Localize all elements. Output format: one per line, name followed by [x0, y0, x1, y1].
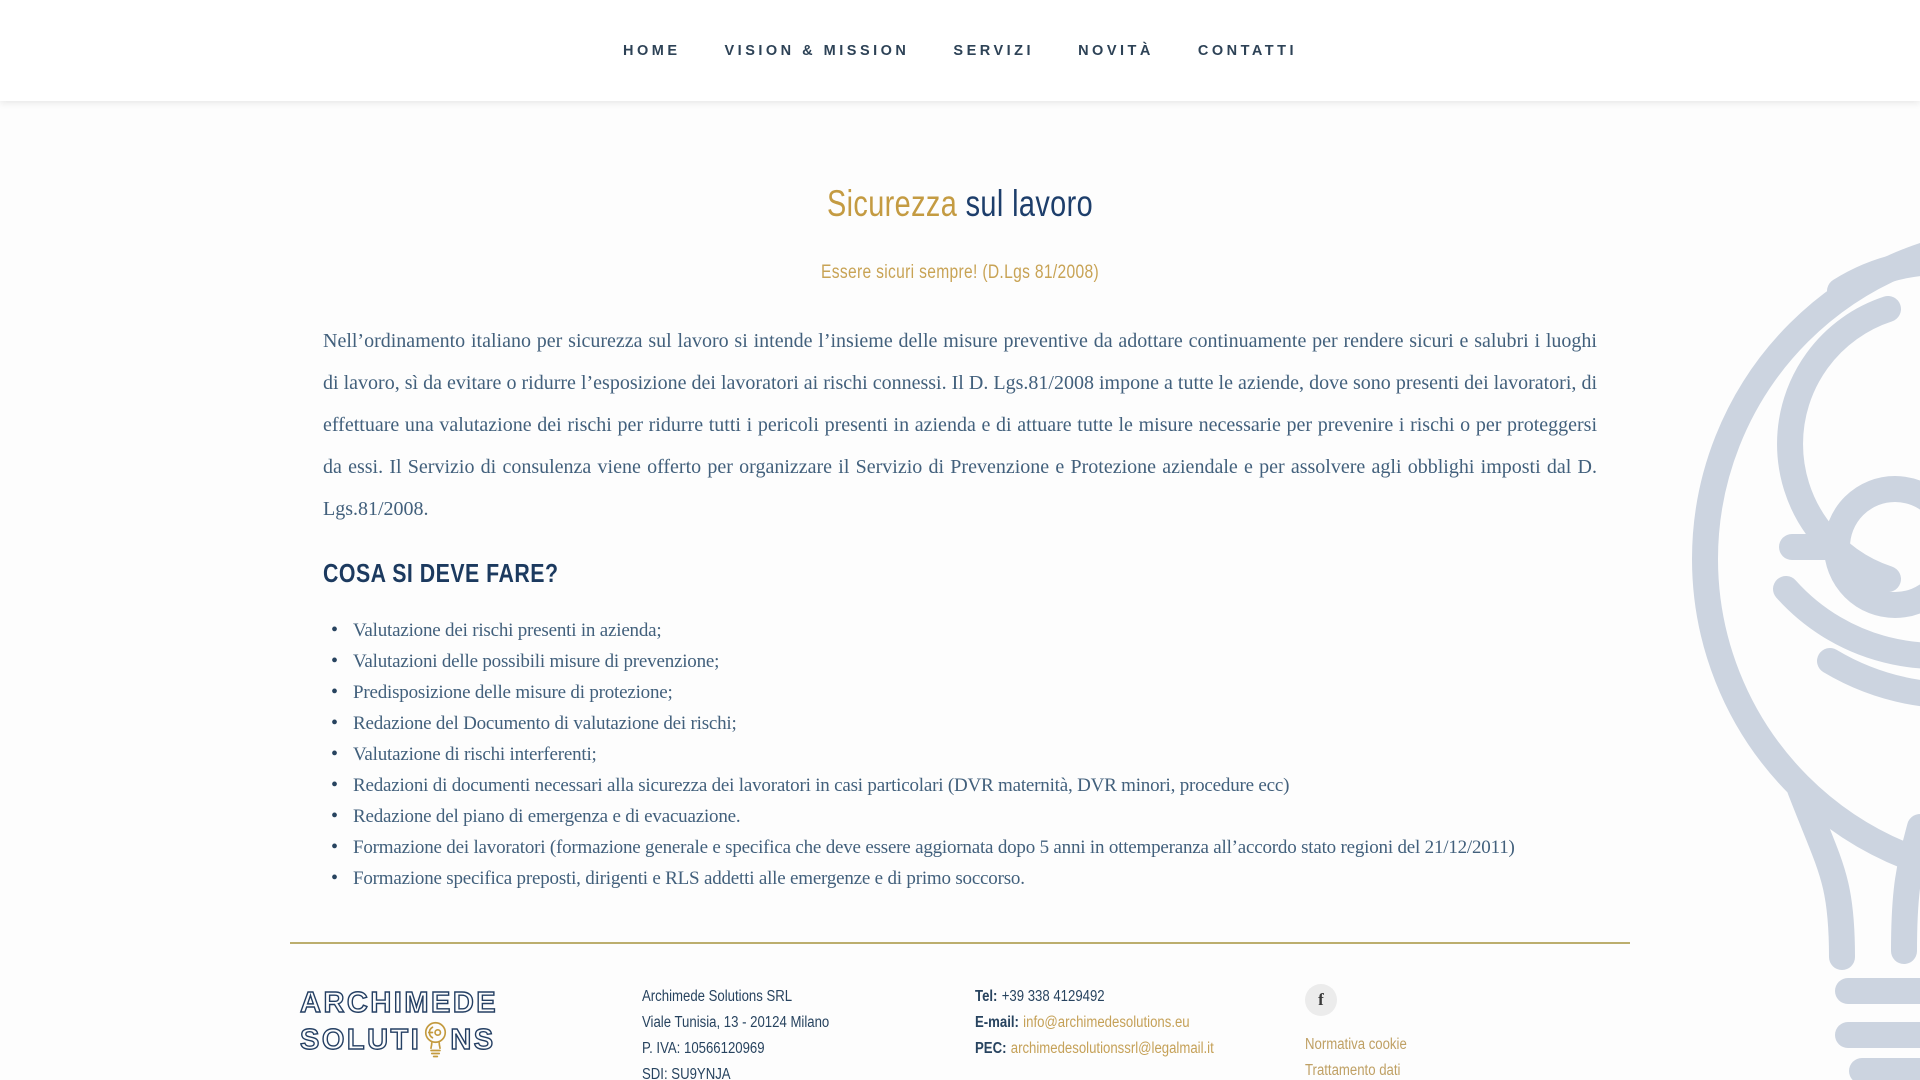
logo-text-line2-pre: SOLUTI: [300, 1024, 422, 1056]
email-label: E-mail:: [975, 1014, 1019, 1031]
page-title: [463, 183, 1457, 225]
page-title-rest: sul lavoro: [957, 183, 1094, 224]
phone-label: Tel:: [975, 988, 998, 1005]
list-item: • Redazione del piano di emergenza e di evacuazione.: [331, 801, 1597, 832]
requirements-list: [323, 615, 1597, 894]
pec-link[interactable]: archimedesolutionssrl@legalmail.it: [1010, 1040, 1214, 1057]
intro-paragraph: Nell’ordinamento italiano per sicurezza sul lavoro si intende l’insieme delle misure preventive da adottare continuamente per rendere sicuri e salubri i luoghi di lavoro, sì da evitare o ridurre l’esposizione dei lavoratori ai rischi connessi. Il D. Lgs.81/2008 impone a tutte le aziende, dove sono presenti dei lavoratori, di effettuare una valutazione dei rischi per ridurre tutti i pericoli presenti in azienda e di attuare tutte le misure necessarie per prevenire i rischi o per proteggersi da essi. Il Servizio di consulenza viene offerto per organizzare il Servizio di Prevenzione e Protezione aziendale e per assolvere agli obblighi imposti dal D. Lgs.81/2008.: [323, 330, 1597, 520]
data-processing-link[interactable]: Trattamento dati: [1305, 1062, 1401, 1079]
page-title-accent: Sicurezza: [826, 183, 958, 224]
company-vat: P. IVA: 10566120969: [642, 1040, 765, 1057]
footer-company-info: [642, 984, 925, 1080]
cookie-policy-link[interactable]: Normativa cookie: [1305, 1036, 1407, 1053]
logo-text-line2-post: NS: [450, 1024, 496, 1056]
footer-social: [1305, 984, 1630, 1080]
company-sdi: SDI: SU9YNJA: [642, 1066, 731, 1080]
list-item: • Redazione del Documento di valutazione dei rischi;: [331, 708, 1597, 739]
contact-email: [975, 1010, 1256, 1036]
section-heading: COSA SI DEVE FARE?: [323, 558, 559, 588]
list-item: • Valutazione dei rischi presenti in azienda;: [331, 615, 1597, 646]
phone-value: +39 338 4129492: [1001, 988, 1105, 1005]
company-address: Viale Tunisia, 13 - 20124 Milano: [642, 1014, 830, 1031]
list-item: • Formazione dei lavoratori (formazione generale e specifica che deve essere aggiornata dopo 5 anni in ottemperanza all’accordo stato regioni del 21/12/2011): [331, 832, 1597, 863]
facebook-glyph: f: [1318, 990, 1324, 1009]
pec-label: PEC:: [975, 1040, 1007, 1057]
list-item: • Predisposizione delle misure di protezione;: [331, 677, 1597, 708]
company-name: Archimede Solutions SRL: [642, 988, 793, 1005]
nav-item-servizi[interactable]: SERVIZI: [953, 42, 1035, 59]
list-item: • Formazione specifica preposti, dirigenti e RLS addetti alle emergenze e di primo soccorso.: [331, 863, 1597, 894]
footer-logo[interactable]: [300, 984, 642, 1061]
nav-item-vision-mission[interactable]: VISION & MISSION: [724, 42, 910, 59]
main-nav: [623, 43, 1297, 59]
contact-phone: [975, 984, 1256, 1010]
lightbulb-watermark-icon: [1680, 228, 1920, 1080]
footer-contact-info: [975, 984, 1256, 1062]
nav-item-novita[interactable]: NOVITÀ: [1078, 42, 1154, 59]
facebook-icon[interactable]: [1305, 984, 1337, 1016]
nav-item-contatti[interactable]: CONTATTI: [1197, 42, 1297, 59]
main-content: [323, 183, 1597, 894]
logo-lightbulb-icon: [422, 1019, 449, 1061]
footer: [290, 944, 1630, 1080]
list-item: • Valutazione di rischi interferenti;: [331, 739, 1597, 770]
list-item: • Redazioni di documenti necessari alla sicurezza dei lavoratori in casi particolari (DVR maternità, DVR minori, procedure ecc): [331, 770, 1597, 801]
page-subtitle: Essere sicuri sempre! (D.Lgs 81/2008): [820, 261, 1100, 283]
nav-item-home[interactable]: HOME: [623, 42, 681, 59]
logo-text-line1: ARCHIMEDE: [300, 987, 499, 1019]
email-link[interactable]: info@archimedesolutions.eu: [1023, 1014, 1190, 1031]
contact-pec: [975, 1036, 1256, 1062]
logo-text-line2: [300, 1019, 642, 1061]
list-item: • Valutazioni delle possibili misure di prevenzione;: [331, 646, 1597, 677]
top-navbar: [0, 0, 1920, 101]
